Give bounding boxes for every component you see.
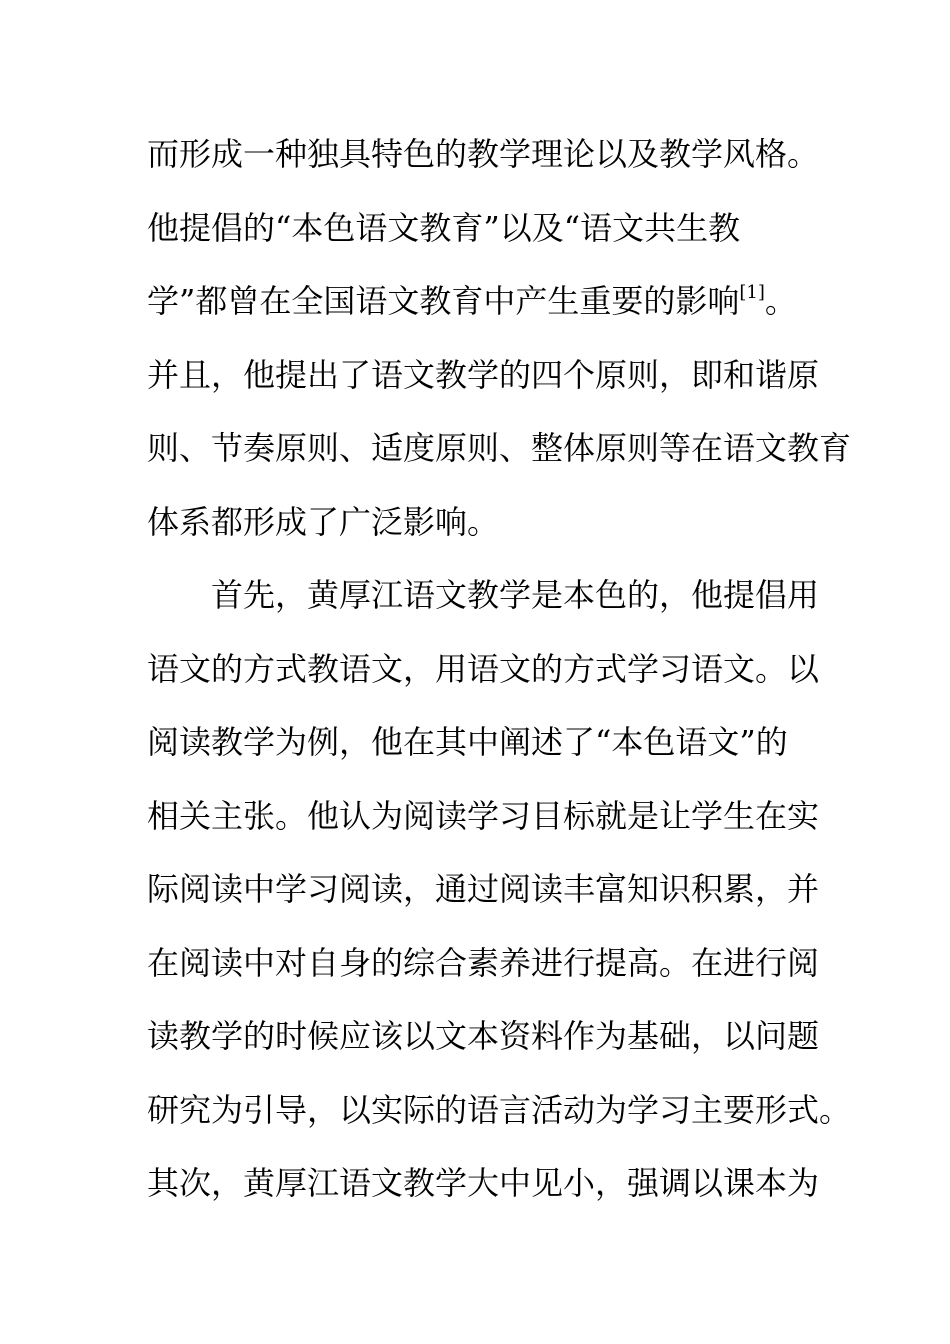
text-line-12: 在阅读中对自身的综合素养进行提高。在进行阅 xyxy=(147,943,820,982)
text-line-4: 并且，他提出了语文教学的四个原则，即和谐原 xyxy=(147,355,820,394)
text-line-1: 而形成一种独具特色的教学理论以及教学风格。 xyxy=(147,135,820,173)
text-line-11: 际阅读中学习阅读，通过阅读丰富知识积累，并 xyxy=(147,870,820,908)
text-line-9: 阅读教学为例，他在其中阐述了“本色语文”的 xyxy=(147,723,788,761)
text-line-10: 相关主张。他认为阅读学习目标就是让学生在实 xyxy=(147,796,820,835)
text-line-2: 他提倡的“本色语文教育”以及“语文共生教 xyxy=(147,208,741,247)
text-line-8: 语文的方式教语文，用语文的方式学习语文。以 xyxy=(147,649,820,688)
text-line-3: 学”都曾在全国语文教育中产生重要的影响[1]。 xyxy=(147,282,797,320)
citation-ref[interactable]: [1] xyxy=(739,282,765,303)
text-line-6: 体系都形成了广泛影响。 xyxy=(147,502,500,541)
text-line-13: 读教学的时候应该以文本资料作为基础，以问题 xyxy=(147,1017,820,1055)
text-line-14: 研究为引导，以实际的语言活动为学习主要形式。 xyxy=(147,1090,852,1129)
text-line-5: 则、节奏原则、适度原则、整体原则等在语文教育 xyxy=(147,429,852,467)
body-text xyxy=(147,118,852,1221)
text-line-15: 其次，黄厚江语文教学大中见小，强调以课本为 xyxy=(147,1164,820,1202)
text-line-7: 首先，黄厚江语文教学是本色的，他提倡用 xyxy=(211,576,820,614)
